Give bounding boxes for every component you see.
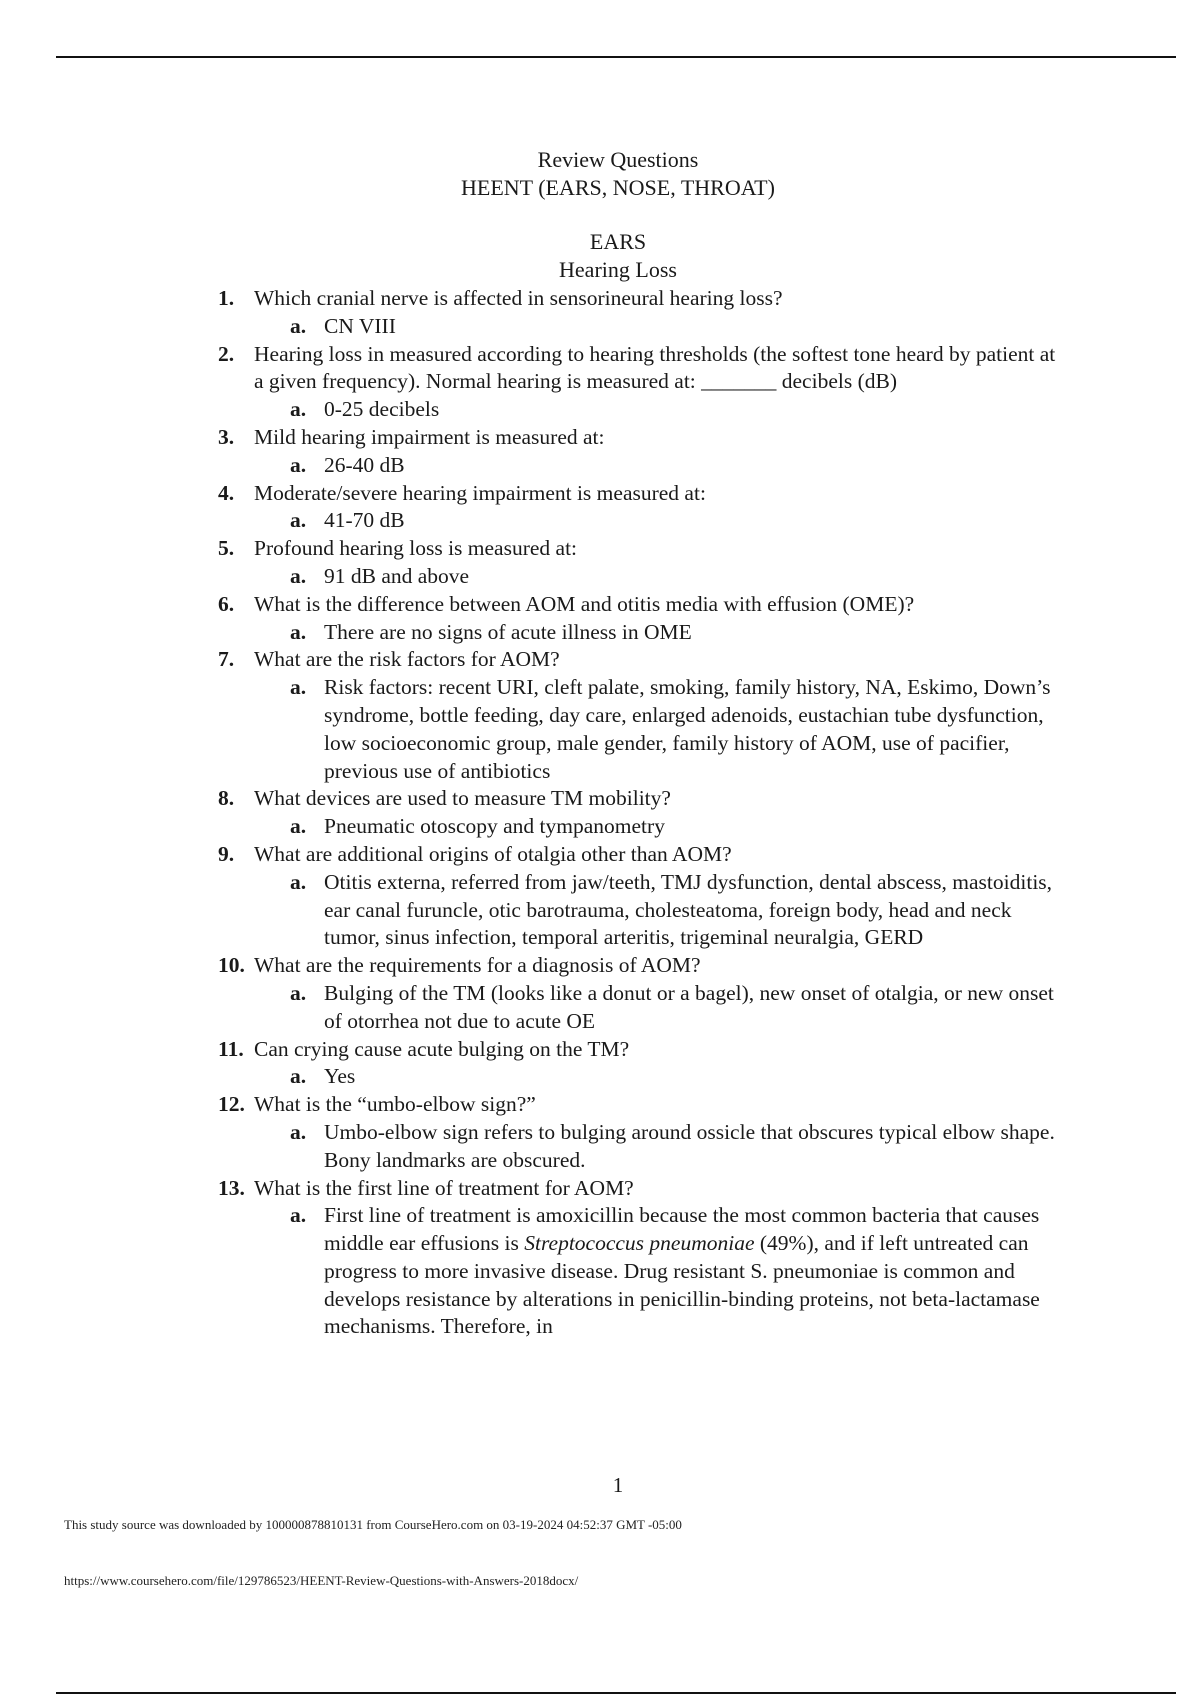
answer-item [290,674,1058,785]
question-number: 7. [218,647,235,672]
document-header [0,146,1200,202]
question-list [218,285,1058,1341]
question-text: What are the risk factors for AOM? [254,647,560,672]
answer-text: 41-70 dB [324,508,405,533]
source-url[interactable]: https://www.coursehero.com/file/129786523/HEENT-Review-Questions-with-Answers-2018docx/ [64,1573,579,1588]
answer-label: a. [290,452,307,477]
question-item [218,535,1058,563]
question-item [218,952,1058,980]
download-notice: This study source was downloaded by 100000878810131 from CourseHero.com on 03-19-2024 04:52:37 GMT -05:00 [64,1517,682,1532]
question-number: 5. [218,536,235,561]
question-item [218,1175,1058,1203]
question-text: What are the requirements for a diagnosis of AOM? [254,953,701,978]
answer-text: Umbo-elbow sign refers to bulging around ossicle that obscures typical elbow shape. Bony landmarks are obscured. [324,1119,1055,1172]
question-item [218,285,1058,313]
section-name: EARS [589,229,647,254]
page-number: 1 [612,1473,624,1497]
question-text: Hearing loss in measured according to hearing thresholds (the softest tone heard by patient at a given frequency). Normal hearing is measured at: _______ decibels (dB) [254,341,1056,394]
question-item [218,591,1058,619]
question-number: 12. [218,1092,245,1117]
section-topic: Hearing Loss [559,257,677,282]
question-text: Which cranial nerve is affected in sensorineural hearing loss? [254,286,783,310]
answer-text: Otitis externa, referred from jaw/teeth, TMJ dysfunction, dental abscess, mastoiditis, ear canal furuncle, otic barotrauma, cholesteatoma, foreign body, head and neck tumor, sinus infection, temporal arteritis, trigeminal neuralgia, GERD [324,869,1053,950]
question-number: 4. [218,480,235,505]
answer-label: a. [290,313,307,338]
answer-text: 91 dB and above [324,563,470,588]
answer-label: a. [290,869,307,894]
question-text: What is the “umbo-elbow sign?” [254,1092,536,1117]
question-number: 1. [218,286,235,310]
question-number: 2. [218,341,235,366]
answer-text: 26-40 dB [324,452,405,477]
question-item [218,646,1058,674]
question-text: What devices are used to measure TM mobility? [254,786,671,811]
answer-item [290,980,1058,1036]
answer-label: a. [290,675,307,700]
bottom-rule [56,1692,1176,1694]
question-number: 9. [218,841,235,866]
question-text: Mild hearing impairment is measured at: [254,424,605,449]
answer-text-part: First line of treatment is amoxicillin because the most common bacteria that causes middle ear effusions is [324,1203,1040,1256]
question-text: What is the difference between AOM and otitis media with effusion (OME)? [254,591,915,616]
answer-item [290,813,1058,841]
question-text: What is the first line of treatment for AOM? [254,1175,634,1200]
answer-text: Yes [324,1064,356,1089]
answer-item [290,563,1058,591]
answer-label: a. [290,980,307,1005]
section-header [0,228,1200,284]
answer-item [290,1119,1058,1175]
answer-text: 0-25 decibels [324,397,440,422]
answer-item [290,1063,1058,1091]
answer-label: a. [290,508,307,533]
question-number: 6. [218,591,235,616]
answer-item [290,507,1058,535]
question-item [218,424,1058,452]
answer-label: a. [290,619,307,644]
answer-text: There are no signs of acute illness in OME [324,619,692,644]
answer-label: a. [290,814,307,839]
question-item [218,341,1058,397]
question-item [218,1091,1058,1119]
document-subtitle: HEENT (EARS, NOSE, THROAT) [461,175,775,200]
answer-text: Bulging of the TM (looks like a donut or a bagel), new onset of otalgia, or new onset of otorrhea not due to acute OE [324,980,1054,1033]
answer-item [290,313,1058,341]
question-text: Moderate/severe hearing impairment is measured at: [254,480,706,505]
answer-text: CN VIII [324,313,396,338]
answer-text-part: (49%), and if left untreated can progress to more invasive disease. Drug resistant S. pneumoniae is common and develops resistance by alterations in penicillin-binding proteins, not beta-lactamase mechanisms. Therefore, in [324,1231,1040,1339]
answer-label: a. [290,563,307,588]
answer-item [290,1202,1058,1341]
answer-item [290,869,1058,952]
question-item [218,480,1058,508]
question-number: 11. [218,1036,244,1061]
question-text: What are additional origins of otalgia other than AOM? [254,841,732,866]
question-number: 13. [218,1175,245,1200]
answer-label: a. [290,1119,307,1144]
question-item [218,1036,1058,1064]
question-text: Profound hearing loss is measured at: [254,536,578,561]
question-text: Can crying cause acute bulging on the TM? [254,1036,630,1061]
answer-text [324,1202,1058,1341]
answer-text: Pneumatic otoscopy and tympanometry [324,814,665,839]
answer-text: Risk factors: recent URI, cleft palate, smoking, family history, NA, Eskimo, Down’s syndrome, bottle feeding, day care, enlarged adenoids, eustachian tube dysfunction, low socioeconomic group, male gender, family history of AOM, use of pacifier, previous use of antibiotics [324,675,1051,783]
question-number: 8. [218,786,235,811]
question-number: 10. [218,953,245,978]
question-item [218,841,1058,869]
answer-item [290,452,1058,480]
question-number: 3. [218,424,235,449]
answer-item [290,396,1058,424]
question-item [218,785,1058,813]
top-rule [56,56,1176,58]
answer-label: a. [290,397,307,422]
species-name: Streptococcus pneumoniae [524,1231,755,1256]
answer-label: a. [290,1064,307,1089]
answer-item [290,619,1058,647]
document-title: Review Questions [537,147,699,172]
answer-label: a. [290,1203,307,1228]
